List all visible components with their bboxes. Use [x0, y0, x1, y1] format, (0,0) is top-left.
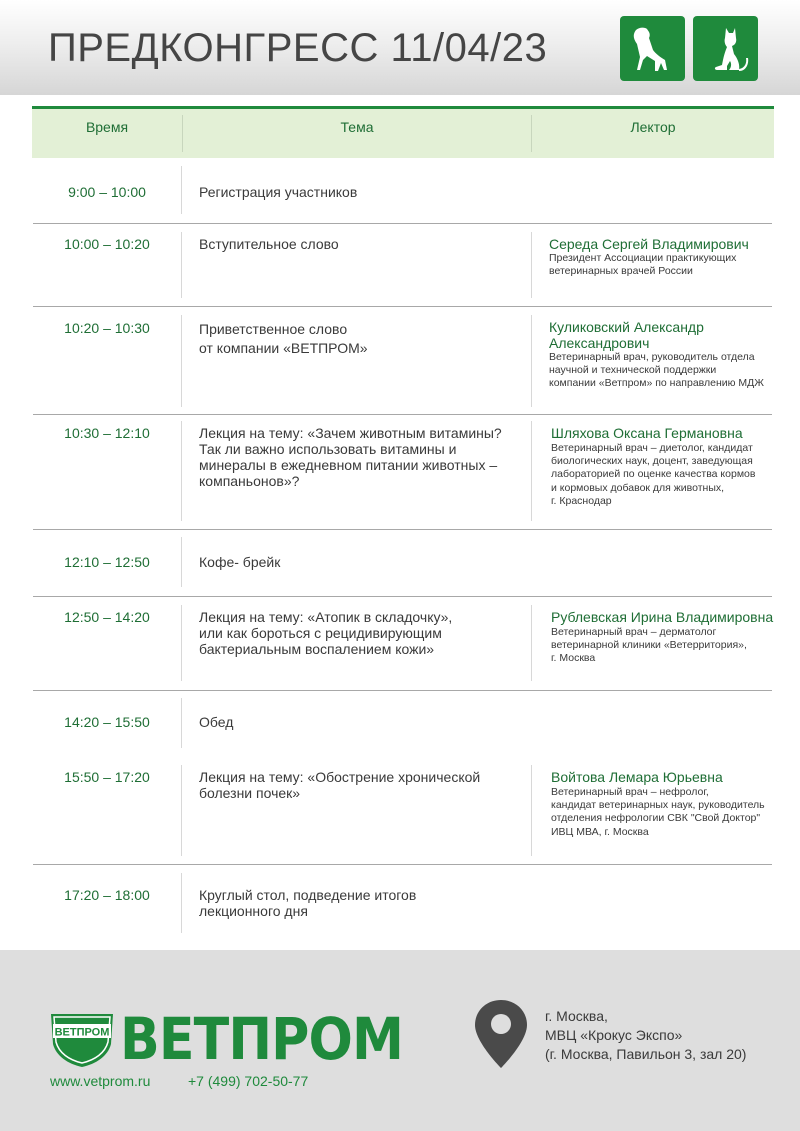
row-time: 10:00 – 10:20 [64, 236, 150, 252]
website-link[interactable]: www.vetprom.ru [50, 1073, 151, 1089]
shield-logo-text: ВЕТПРОМ [54, 1026, 110, 1039]
lecturer-description: Ветеринарный врач – нефролог, кандидат ветеринарных наук, руководитель отделения нефрологии СВК "Свой Доктор" ИВЦ МВА, г. Москва [551, 786, 765, 838]
row-topic: Круглый стол, подведение итогов лекционного дня [199, 887, 417, 919]
lecturer-description: Ветеринарный врач, руководитель отдела научной и технической поддержки компании «Ветпром» по направлению МДЖ [549, 351, 764, 390]
table-header [32, 109, 774, 158]
lecturer-name: Шляхова Оксана Германовна [551, 425, 743, 441]
row-topic: Регистрация участников [199, 184, 358, 200]
address-line: МВЦ «Крокус Экспо» [545, 1027, 683, 1043]
row-topic: Лекция на тему: «Зачем животным витамины? Так ли важно использовать витамины и минералы в ежедневном питании животных – компаньонов»? [199, 425, 502, 489]
row-divider [33, 529, 772, 530]
page-title: ПРЕДКОНГРЕСС 11/04/23 [48, 26, 548, 70]
cat-icon [693, 16, 758, 81]
column-divider [531, 765, 532, 856]
row-topic: Лекция на тему: «Обострение хронической болезни почек» [199, 769, 481, 801]
row-topic: Кофе- брейк [199, 554, 281, 570]
vetprom-wordmark: ВЕТПРОМ [120, 1005, 404, 1073]
column-header-lecturer: Лектор [630, 119, 676, 135]
row-time: 12:50 – 14:20 [64, 609, 150, 625]
lecturer-name: Рублевская Ирина Владимировна [551, 609, 774, 625]
phone-number: +7 (499) 702-50-77 [188, 1073, 309, 1089]
row-time: 15:50 – 17:20 [64, 769, 150, 785]
column-divider [181, 765, 182, 856]
lecturer-description: Ветеринарный врач – дерматолог ветеринарной клиники «Ветерритория», г. Москва [551, 626, 747, 665]
lecturer-description: Президент Ассоциации практикующих ветеринарных врачей России [549, 252, 737, 278]
lecturer-name: Середа Сергей Владимирович [549, 236, 749, 252]
column-divider [181, 537, 182, 587]
column-divider [181, 698, 182, 748]
column-divider [531, 605, 532, 681]
lecturer-name: Войтова Лемара Юрьевна [551, 769, 723, 785]
row-time: 9:00 – 10:00 [68, 184, 146, 200]
row-divider [33, 223, 772, 224]
address-line: (г. Москва, Павильон 3, зал 20) [545, 1046, 747, 1062]
column-header-time: Время [85, 119, 129, 135]
row-topic: Вступительное слово [199, 236, 339, 252]
column-divider [181, 421, 182, 521]
column-divider [531, 315, 532, 407]
row-time: 12:10 – 12:50 [64, 554, 150, 570]
row-divider [33, 864, 772, 865]
column-divider [181, 605, 182, 681]
row-time: 10:20 – 10:30 [64, 320, 150, 336]
row-topic: Приветственное слово от компании «ВЕТПРОМ» [199, 321, 368, 356]
address-line: г. Москва, [545, 1008, 608, 1024]
row-topic: Обед [199, 714, 234, 730]
column-divider [181, 873, 182, 933]
row-divider [33, 690, 772, 691]
row-time: 14:20 – 15:50 [64, 714, 150, 730]
row-divider [33, 306, 772, 307]
column-divider [181, 166, 182, 214]
column-divider [531, 421, 532, 521]
row-time: 10:30 – 12:10 [64, 425, 150, 441]
row-time: 17:20 – 18:00 [64, 887, 150, 903]
lecturer-description: Ветеринарный врач – диетолог, кандидат биологических наук, доцент, заведующая лабораторией по оценке качества кормов и кормовых добавок для животных, г. Краснодар [551, 442, 756, 507]
column-divider [181, 232, 182, 298]
column-divider [181, 315, 182, 407]
column-divider [531, 232, 532, 298]
vetprom-shield-logo [50, 1012, 114, 1073]
column-header-topic: Тема [340, 119, 374, 135]
map-pin-icon [472, 998, 530, 1075]
lecturer-name: Куликовский Александр Александрович [549, 319, 704, 351]
page-header [0, 0, 800, 95]
row-divider [33, 596, 772, 597]
dog-icon [620, 16, 685, 81]
row-divider [33, 414, 772, 415]
row-topic: Лекция на тему: «Атопик в складочку», или как бороться с рецидивирующим бактериальным воспалением кожи» [199, 609, 453, 657]
